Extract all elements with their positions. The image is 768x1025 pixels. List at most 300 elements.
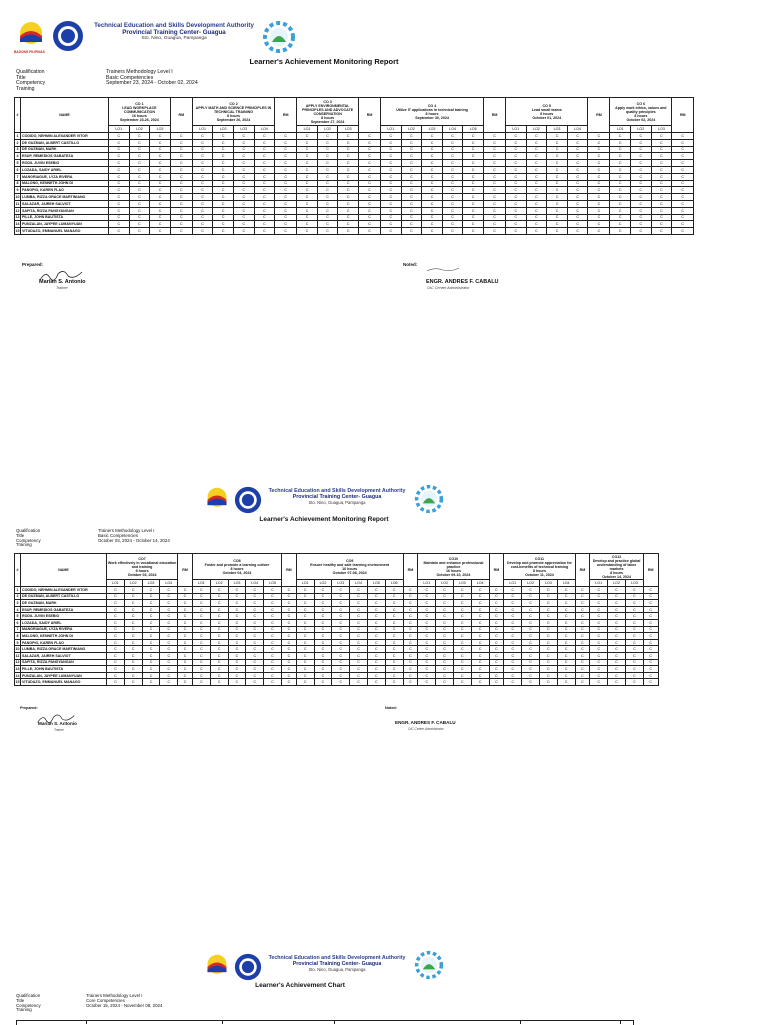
rm-cell: C [359, 228, 381, 235]
lo-mark-cell: C [418, 672, 436, 679]
lo-mark-cell: C [296, 593, 314, 600]
lo-mark-cell: C [246, 606, 264, 613]
co-header-line: October 11, 2024 [525, 572, 554, 577]
co-header-line: Maintain and enhance professional practice [423, 560, 484, 569]
lo-mark-cell: C [506, 160, 527, 167]
rm-cell: C [170, 139, 192, 146]
lo-mark-cell: C [401, 153, 422, 160]
rm-cell: C [489, 619, 504, 626]
lo-mark-cell: C [350, 679, 368, 686]
lo-mark-cell: C [442, 146, 463, 153]
co-header-line: 8 hours [135, 568, 149, 573]
lo-mark-cell: C [381, 173, 402, 180]
lo-mark-cell: C [210, 652, 228, 659]
lo-mark-cell: C [526, 133, 547, 140]
lo-mark-cell: C [631, 160, 652, 167]
rm-cell: C [672, 180, 694, 187]
lo-mark-cell: C [233, 194, 254, 201]
lo-mark-cell: C [233, 160, 254, 167]
lo-mark-cell: C [436, 659, 454, 666]
lo-mark-cell: C [401, 160, 422, 167]
lo-mark-cell: C [522, 606, 540, 613]
learner-name: DE GUZMAN, ALBERT CASTILLO [21, 593, 107, 600]
lo-mark-cell: C [590, 659, 608, 666]
lo-mark-cell: C [332, 613, 350, 620]
lo-mark-cell: C [422, 214, 443, 221]
lo-mark-cell: C [381, 160, 402, 167]
rm-cell: C [359, 180, 381, 187]
rm-cell: C [575, 613, 590, 620]
lo-mark-cell: C [254, 133, 275, 140]
rm-cell: C [643, 593, 658, 600]
co-header-line: October 14, 2024 [602, 574, 631, 579]
rm-cell: C [178, 626, 193, 633]
rm-cell: C [484, 200, 506, 207]
report-info: Qualification Title Trainers Methodology Level I Basic Competencies Competency October 03, 2024 - October 14, 2024 Training [16, 528, 170, 548]
rm-cell: C [588, 187, 610, 194]
lo-mark-cell: C [254, 160, 275, 167]
lo-mark-cell: C [124, 587, 142, 594]
lo-mark-cell: C [608, 659, 626, 666]
lo-header: LO4 [160, 580, 178, 587]
lo-mark-cell: C [317, 146, 338, 153]
lo-mark-cell: C [610, 207, 631, 214]
lo-mark-cell: C [453, 619, 471, 626]
lo-mark-cell: C [317, 139, 338, 146]
lo-mark-cell: C [213, 228, 234, 235]
lo-mark-cell: C [526, 221, 547, 228]
rm-cell: C [281, 626, 296, 633]
learner-number: 15 [15, 229, 20, 234]
lo-header: LO3 [233, 126, 254, 133]
prepared-label: Prepared: [20, 706, 38, 710]
lo-mark-cell: C [453, 672, 471, 679]
lo-mark-cell: C [504, 600, 522, 607]
lo-mark-cell: C [367, 659, 385, 666]
lo-mark-cell: C [567, 194, 588, 201]
lo-mark-cell: C [631, 180, 652, 187]
lo-mark-cell: C [233, 133, 254, 140]
learner-number: 14 [15, 673, 20, 678]
rm-cell: C [672, 166, 694, 173]
lo-mark-cell: C [385, 613, 403, 620]
lo-mark-cell: C [401, 139, 422, 146]
lo-mark-cell: C [610, 214, 631, 221]
lo-mark-cell: C [210, 619, 228, 626]
lo-mark-cell: C [296, 626, 314, 633]
lo-mark-cell: C [506, 173, 527, 180]
rm-cell: C [359, 146, 381, 153]
lo-mark-cell: C [150, 133, 171, 140]
lo-mark-cell: C [332, 639, 350, 646]
lo-mark-cell: C [264, 606, 282, 613]
lo-mark-cell: C [651, 160, 672, 167]
lo-mark-cell: C [213, 207, 234, 214]
rm-cell: C [484, 166, 506, 173]
lo-mark-cell: C [547, 207, 568, 214]
lo-mark-cell: C [422, 173, 443, 180]
lo-header: LO1 [610, 126, 631, 133]
oic-role: OIC Center Administrator [408, 727, 444, 731]
lo-mark-cell: C [317, 160, 338, 167]
lo-mark-cell: C [625, 633, 643, 640]
lo-mark-cell: C [228, 633, 246, 640]
lo-mark-cell: C [314, 600, 332, 607]
lo-mark-cell: C [504, 626, 522, 633]
rm-cell: C [178, 666, 193, 673]
rm-cell: C [672, 173, 694, 180]
lo-mark-cell: C [422, 166, 443, 173]
lo-mark-cell: C [590, 672, 608, 679]
lo-mark-cell: C [547, 146, 568, 153]
lo-mark-cell: C [436, 666, 454, 673]
lo-mark-cell: C [124, 633, 142, 640]
rm-cell: C [672, 228, 694, 235]
lo-mark-cell: C [506, 207, 527, 214]
rm-cell: C [575, 652, 590, 659]
lo-mark-cell: C [453, 600, 471, 607]
lo-mark-cell: C [471, 600, 489, 607]
lo-mark-cell: C [418, 613, 436, 620]
lo-mark-cell: C [332, 593, 350, 600]
lo-mark-cell: C [296, 587, 314, 594]
lo-mark-cell: C [228, 666, 246, 673]
lo-mark-cell: C [254, 139, 275, 146]
rm-cell: C [403, 639, 418, 646]
lo-mark-cell: C [142, 652, 160, 659]
lo-mark-cell: C [160, 626, 178, 633]
lo-mark-cell: C [109, 187, 130, 194]
lo-mark-cell: C [547, 173, 568, 180]
rm-cell: C [178, 659, 193, 666]
lo-mark-cell: C [124, 600, 142, 607]
rm-cell: C [275, 166, 297, 173]
lo-mark-cell: C [246, 652, 264, 659]
learner-number: 15 [15, 680, 20, 685]
learner-number: 11 [15, 201, 20, 206]
rm-cell: C [672, 133, 694, 140]
rm-cell: C [575, 646, 590, 653]
lo-mark-cell: C [436, 593, 454, 600]
co-header-line: CO12 [611, 554, 622, 559]
lo-mark-cell: C [338, 207, 359, 214]
lo-mark-cell: C [506, 139, 527, 146]
rm-cell: C [489, 600, 504, 607]
learner-number: 10 [15, 195, 20, 200]
rm-cell: C [643, 626, 658, 633]
lo-mark-cell: C [297, 200, 318, 207]
lo-mark-cell: C [142, 587, 160, 594]
lo-mark-cell: C [192, 160, 213, 167]
rm-cell: C [484, 214, 506, 221]
learner-name: LUMBA, RIZZA GRACE MARTINIANO [21, 194, 109, 201]
lo-mark-cell: C [590, 587, 608, 594]
lo-mark-cell: C [254, 194, 275, 201]
lo-mark-cell: C [547, 166, 568, 173]
lo-mark-cell: C [381, 166, 402, 173]
lo-mark-cell: C [539, 600, 557, 607]
lo-mark-cell: C [124, 593, 142, 600]
rm-cell: C [484, 228, 506, 235]
lo-mark-cell: C [160, 600, 178, 607]
lo-mark-cell: C [539, 587, 557, 594]
agency-header: Technical Education and Skills Development Authority Provincial Training Center- Guagua Sto. Nino, Guagua, Pampanga [268, 488, 406, 505]
lo-mark-cell: C [381, 133, 402, 140]
learner-number: 2 [16, 594, 19, 599]
lo-mark-cell: C [631, 133, 652, 140]
lo-mark-cell: C [471, 633, 489, 640]
lo-mark-cell: C [338, 166, 359, 173]
lo-mark-cell: C [192, 633, 210, 640]
lo-mark-cell: C [107, 666, 125, 673]
lo-mark-cell: C [625, 587, 643, 594]
rm-cell: C [359, 153, 381, 160]
lo-mark-cell: C [418, 679, 436, 686]
lo-mark-cell: C [463, 194, 484, 201]
learner-name: SALAZAR, JAIREH SALVIOT [21, 652, 107, 659]
lo-mark-cell: C [526, 153, 547, 160]
learner-number: 12 [15, 660, 20, 665]
lo-mark-cell: C [651, 214, 672, 221]
rm-cell: C [178, 593, 193, 600]
lo-mark-cell: C [367, 600, 385, 607]
lo-mark-cell: C [124, 626, 142, 633]
lo-mark-cell: C [567, 200, 588, 207]
rm-cell: C [403, 652, 418, 659]
lo-mark-cell: C [107, 613, 125, 620]
lo-mark-cell: C [590, 593, 608, 600]
learner-number: 5 [16, 614, 19, 619]
rm-cell: C [178, 652, 193, 659]
lo-mark-cell: C [210, 593, 228, 600]
lo-mark-cell: C [254, 207, 275, 214]
lo-mark-cell: C [213, 214, 234, 221]
lo-mark-cell: C [522, 633, 540, 640]
lo-mark-cell: C [625, 646, 643, 653]
rm-header: RM [489, 554, 504, 587]
lo-mark-cell: C [651, 133, 672, 140]
learner-number: 1 [16, 133, 19, 138]
rm-cell: C [275, 221, 297, 228]
co-header-line: 8 hours [425, 111, 439, 116]
lo-mark-cell: C [453, 593, 471, 600]
lo-mark-cell: C [246, 666, 264, 673]
rm-cell: C [484, 173, 506, 180]
rm-cell: C [672, 221, 694, 228]
lo-mark-cell: C [129, 166, 150, 173]
achievement-chart-col-divider [86, 1020, 87, 1024]
noted-label: Noted: [385, 706, 398, 710]
lo-mark-cell: C [610, 194, 631, 201]
lo-mark-cell: C [367, 613, 385, 620]
lo-mark-cell: C [385, 606, 403, 613]
lo-mark-cell: C [442, 194, 463, 201]
rm-cell: C [588, 180, 610, 187]
lo-mark-cell: C [317, 221, 338, 228]
rm-cell: C [275, 187, 297, 194]
rm-cell: C [403, 659, 418, 666]
rm-cell: C [281, 633, 296, 640]
lo-mark-cell: C [453, 646, 471, 653]
lo-mark-cell: C [338, 153, 359, 160]
learner-number: 6 [16, 167, 19, 172]
lo-mark-cell: C [109, 228, 130, 235]
rm-cell: C [359, 187, 381, 194]
lo-mark-cell: C [246, 672, 264, 679]
lo-mark-cell: C [233, 187, 254, 194]
rm-cell: C [672, 146, 694, 153]
lo-header: LO3 [625, 580, 643, 587]
rm-cell: C [588, 194, 610, 201]
lo-mark-cell: C [150, 166, 171, 173]
lo-mark-cell: C [610, 139, 631, 146]
learner-number: 1 [16, 587, 19, 592]
lo-mark-cell: C [213, 160, 234, 167]
rm-cell: C [275, 139, 297, 146]
rm-cell: C [643, 639, 658, 646]
rm-cell: C [484, 160, 506, 167]
name-header: NAME [21, 98, 109, 133]
rm-cell: C [403, 666, 418, 673]
rm-cell: C [281, 679, 296, 686]
lo-mark-cell: C [526, 180, 547, 187]
lo-mark-cell: C [625, 679, 643, 686]
rm-cell: C [489, 646, 504, 653]
rm-cell: C [588, 146, 610, 153]
lo-mark-cell: C [314, 633, 332, 640]
lo-mark-cell: C [557, 679, 575, 686]
lo-mark-cell: C [246, 639, 264, 646]
lo-mark-cell: C [150, 194, 171, 201]
rm-cell: C [281, 587, 296, 594]
lo-mark-cell: C [463, 173, 484, 180]
learner-name: MANGRIAGUE, LYZA RIVERA [21, 626, 107, 633]
learner-number: 8 [16, 181, 19, 186]
lo-mark-cell: C [567, 166, 588, 173]
co-header-line: LEAD WORKPLACE COMMUNICATION [122, 105, 157, 114]
lo-mark-cell: C [109, 173, 130, 180]
lo-mark-cell: C [463, 207, 484, 214]
lo-mark-cell: C [463, 187, 484, 194]
lo-mark-cell: C [506, 166, 527, 173]
lo-mark-cell: C [504, 666, 522, 673]
lo-mark-cell: C [192, 146, 213, 153]
lo-mark-cell: C [228, 659, 246, 666]
lo-mark-cell: C [539, 593, 557, 600]
lo-mark-cell: C [547, 133, 568, 140]
rm-cell: C [643, 619, 658, 626]
lo-mark-cell: C [547, 180, 568, 187]
lo-mark-cell: C [608, 666, 626, 673]
lo-mark-cell: C [317, 228, 338, 235]
lo-mark-cell: C [418, 606, 436, 613]
rm-cell: C [588, 221, 610, 228]
lo-mark-cell: C [422, 153, 443, 160]
lo-mark-cell: C [314, 606, 332, 613]
lo-header: LO1 [192, 580, 210, 587]
lo-header: LO1 [506, 126, 527, 133]
lo-mark-cell: C [539, 652, 557, 659]
lo-mark-cell: C [264, 679, 282, 686]
lo-mark-cell: C [129, 194, 150, 201]
lo-mark-cell: C [471, 626, 489, 633]
lo-mark-cell: C [124, 659, 142, 666]
lo-mark-cell: C [228, 587, 246, 594]
co-header-line: October 09-10, 2024 [436, 572, 471, 577]
rm-cell: C [403, 613, 418, 620]
lo-mark-cell: C [297, 187, 318, 194]
lo-mark-cell: C [264, 593, 282, 600]
lo-mark-cell: C [192, 613, 210, 620]
rm-cell: C [170, 180, 192, 187]
rm-cell: C [643, 606, 658, 613]
lo-mark-cell: C [471, 639, 489, 646]
lo-mark-cell: C [124, 679, 142, 686]
lo-mark-cell: C [590, 606, 608, 613]
lo-mark-cell: C [246, 679, 264, 686]
lo-mark-cell: C [422, 139, 443, 146]
lo-mark-cell: C [338, 160, 359, 167]
lo-mark-cell: C [631, 214, 652, 221]
lo-mark-cell: C [547, 187, 568, 194]
lo-mark-cell: C [539, 613, 557, 620]
learner-name: RODIL JUVIN ESEBIO [21, 160, 109, 167]
lo-mark-cell: C [150, 180, 171, 187]
lo-mark-cell: C [297, 180, 318, 187]
rm-cell: C [575, 639, 590, 646]
rm-cell: C [403, 679, 418, 686]
lo-mark-cell: C [150, 207, 171, 214]
co-header-line: CO 2 [229, 101, 238, 106]
lo-mark-cell: C [254, 166, 275, 173]
co-header-line: Develop and practice global understanding of labor markets [592, 558, 641, 571]
lo-mark-cell: C [504, 672, 522, 679]
rm-cell: C [643, 646, 658, 653]
rm-cell: C [643, 633, 658, 640]
rm-cell: C [484, 133, 506, 140]
lo-mark-cell: C [401, 146, 422, 153]
co-header-line: Lead small teams [531, 107, 562, 112]
rm-cell: C [575, 672, 590, 679]
lo-mark-cell: C [590, 646, 608, 653]
lo-mark-cell: C [385, 639, 403, 646]
lo-mark-cell: C [442, 139, 463, 146]
lo-mark-cell: C [150, 200, 171, 207]
lo-mark-cell: C [504, 593, 522, 600]
lo-mark-cell: C [296, 633, 314, 640]
lo-mark-cell: C [332, 672, 350, 679]
lo-mark-cell: C [160, 613, 178, 620]
lo-mark-cell: C [246, 659, 264, 666]
lo-mark-cell: C [401, 180, 422, 187]
lo-header: LO4 [471, 580, 489, 587]
lo-mark-cell: C [453, 652, 471, 659]
lo-mark-cell: C [160, 679, 178, 686]
lo-mark-cell: C [651, 221, 672, 228]
rm-cell: C [178, 606, 193, 613]
lo-mark-cell: C [442, 180, 463, 187]
learner-name: VITUDAZO, EMMANUEL MANAGO [21, 679, 107, 686]
co-header-line: 8 hours [230, 566, 244, 571]
lo-mark-cell: C [142, 606, 160, 613]
rm-cell: C [672, 207, 694, 214]
learner-name: CODIDO, NEHMIN ALEXANDER VITOR [21, 587, 107, 594]
lo-mark-cell: C [192, 133, 213, 140]
rm-header: RM [359, 98, 381, 133]
rm-cell: C [178, 613, 193, 620]
lo-mark-cell: C [504, 587, 522, 594]
lo-header: LO2 [631, 126, 652, 133]
